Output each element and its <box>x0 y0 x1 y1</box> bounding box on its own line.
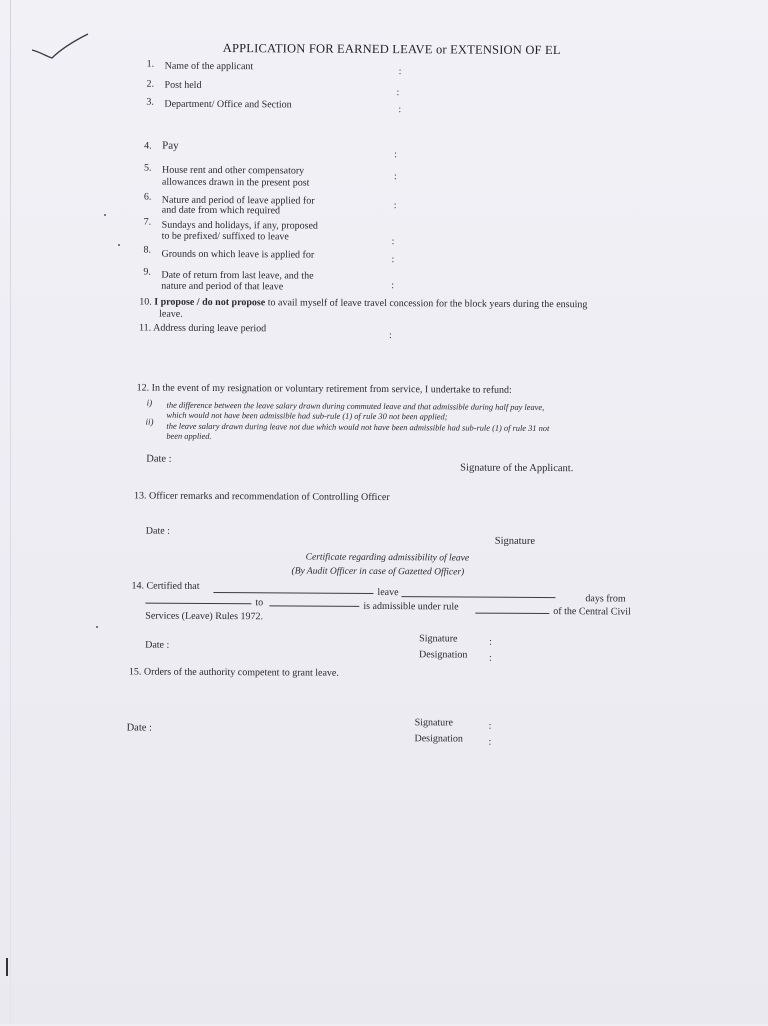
item-6-line2: and date from which required <box>161 204 281 217</box>
item-14-blank-days <box>401 596 555 598</box>
certificate-title: Certificate regarding admissibility of leave <box>305 552 470 564</box>
item-10-rest: to avail myself of leave travel concession for the block years during the ensuing <box>267 297 588 311</box>
item-2-label: Post held <box>164 79 202 91</box>
item-13-date-label: Date : <box>145 525 170 537</box>
item-9-line2: nature and period of that leave <box>161 280 284 293</box>
item-5-number: 5. <box>143 162 152 174</box>
scan-speck <box>118 244 120 246</box>
item-2-colon: : <box>396 87 400 99</box>
item-14-blank-to-date <box>269 605 359 607</box>
scan-speck <box>104 214 106 216</box>
scan-speck <box>96 626 98 628</box>
item-3-label: Department/ Office and Section <box>164 98 292 111</box>
item-12-sub-ii-line2: been applied. <box>166 431 212 441</box>
form-title: APPLICATION FOR EARNED LEAVE or EXTENSION OF EL <box>222 41 561 58</box>
item-6-number: 6. <box>143 191 152 203</box>
item-4-colon: : <box>394 149 397 161</box>
item-15-label: 15. Orders of the authority competent to grant leave. <box>128 666 339 679</box>
item-11-label: Address during leave period <box>153 322 267 335</box>
item-10-bold: I propose / do not propose <box>154 296 266 309</box>
item-14-designation-colon: : <box>489 652 492 664</box>
item-12-sub-i-marker: i) <box>146 397 153 408</box>
item-15-designation-colon: : <box>488 736 492 748</box>
item-10-line2: leave. <box>159 308 183 320</box>
item-11-row <box>139 323 266 336</box>
item-8-colon: : <box>391 254 395 266</box>
item-15-signature-colon: : <box>488 720 492 732</box>
item-1-label: Name of the applicant <box>164 60 254 73</box>
item-14-blank-rule <box>475 613 549 614</box>
item-12-sub-i-line1: the difference between the leave salary drawn during commuted leave and that admissible during half pay leave, <box>166 400 545 413</box>
item-4-label: Pay <box>162 139 179 152</box>
item-14-leave-word: leave <box>377 586 399 599</box>
item-9-colon: : <box>391 280 395 292</box>
item-10-line1 <box>139 297 587 312</box>
item-14-line3: Services (Leave) Rules 1972. <box>145 610 264 623</box>
applicant-date-label: Date : <box>146 453 172 465</box>
item-11-colon: : <box>388 330 392 342</box>
item-13-label: 13. Officer remarks and recommendation of Controlling Officer <box>133 490 390 504</box>
item-4-number: 4. <box>144 140 152 152</box>
item-15-date-label: Date : <box>126 722 153 734</box>
item-14-signature-colon: : <box>489 636 492 648</box>
item-15-signature-label: Signature <box>414 717 454 729</box>
item-11-number: 11. <box>139 322 152 334</box>
certificate-subtitle: (By Audit Officer in case of Gazetted Officer) <box>291 566 465 578</box>
item-15-designation-label: Designation <box>414 733 463 745</box>
item-10-number: 10. <box>139 296 152 308</box>
item-14-central-civil: of the Central Civil <box>553 606 631 618</box>
item-8-number: 8. <box>143 244 152 256</box>
item-2-number: 2. <box>146 78 155 90</box>
item-5-colon: : <box>393 171 397 183</box>
item-5-line2: allowances drawn in the present post <box>161 176 310 189</box>
item-9-number: 9. <box>143 266 151 278</box>
item-7-colon: : <box>391 236 395 248</box>
item-14-blank-leave-type <box>213 592 373 594</box>
item-3-number: 3. <box>146 96 154 108</box>
item-14-admissible: is admissible under rule <box>363 600 459 613</box>
item-12-sub-ii-line1: the leave salary drawn during leave not due which would not have been admissible had sub-rule (1) of rule 31 not <box>166 421 550 434</box>
applicant-signature-label: Signature of the Applicant. <box>460 462 574 475</box>
item-6-colon: : <box>393 200 397 212</box>
item-3-colon: : <box>398 104 402 116</box>
item-14-days-from: days from <box>585 593 626 605</box>
item-7-line2: to be prefixed/ suffixed to leave <box>161 230 289 243</box>
item-13-signature-label: Signature <box>494 535 536 547</box>
item-12-sub-i-line2: which would not have been admissible had sub-rule (1) of rule 30 not been applied; <box>166 410 448 422</box>
item-6-line1: Nature and period of leave applied for <box>161 194 315 207</box>
item-7-line1: Sundays and holidays, if any, proposed <box>161 219 318 232</box>
item-9-line1: Date of return from last leave, and the <box>161 269 314 282</box>
item-14-signature-label: Signature <box>419 633 458 645</box>
item-14-blank-from-date <box>145 603 251 605</box>
item-14-date-label: Date : <box>145 639 170 651</box>
item-5-line1: House rent and other compensatory <box>161 164 305 177</box>
item-14-lead: 14. Certified that <box>131 580 200 592</box>
item-12-label: 12. In the event of my resignation or voluntary retirement from service, I undertake to refund: <box>136 382 512 396</box>
item-12-sub-ii-marker: ii) <box>145 416 154 427</box>
item-1-number: 1. <box>146 58 155 70</box>
scan-edge-mark <box>6 958 8 976</box>
item-7-number: 7. <box>143 216 152 228</box>
item-14-to-word: to <box>255 597 264 609</box>
item-8-label: Grounds on which leave is applied for <box>161 248 315 261</box>
item-14-designation-label: Designation <box>419 649 468 661</box>
item-1-colon: : <box>398 66 402 78</box>
